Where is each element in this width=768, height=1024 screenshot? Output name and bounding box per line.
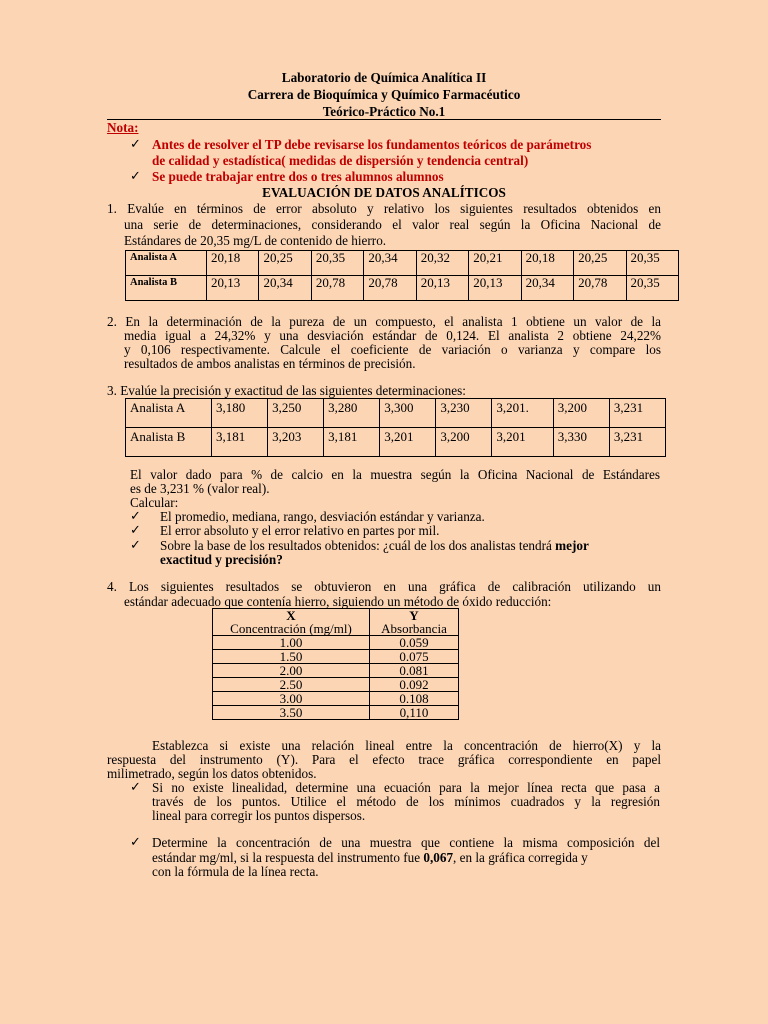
q4-para-line-2: respuesta del instrumento (Y). Para el efecto trace gráfica correspondiente en papel [107, 752, 661, 767]
col-x-symbol: X [286, 608, 296, 623]
check-icon: ✓ [130, 537, 141, 552]
table-cell: 1.00 [213, 636, 370, 650]
table-cell: 20,32 [416, 251, 468, 276]
check-icon: ✓ [130, 834, 141, 849]
table-cell: 20,35 [626, 276, 679, 301]
q2-line-2: media igual a 24,32% y una desviación estándar de 0,124. El analista 2 obtiene 24,22% [124, 328, 661, 343]
q1-line-1: 1. Evalúe en términos de error absoluto y relativo los siguientes resultados obtenidos en [107, 201, 661, 216]
table-cell: 3,330 [553, 428, 609, 457]
table-cell: 3,230 [436, 399, 492, 428]
table-cell: 0,110 [370, 706, 459, 720]
table-cell: 0.092 [370, 678, 459, 692]
q2-line-1: 2. En la determinación de la pureza de un compuesto, el analista 1 obtiene un valor de la [107, 314, 661, 329]
header-line-2: Carrera de Bioquímica y Químico Farmacéutico [247, 87, 521, 102]
table-cell: 3,200 [553, 399, 609, 428]
q3-para-line-2: es de 3,231 % (valor real). [130, 481, 270, 496]
q4-b2-value: 0,067 [423, 850, 454, 865]
q4-b2-text: estándar mg/ml, si la respuesta del instrumento fue [152, 850, 424, 865]
check-icon: ✓ [130, 168, 141, 183]
q1-line-2: una serie de determinaciones, considerando el valor real según la Oficina Nacional de [124, 217, 661, 232]
table-cell: 20,34 [521, 276, 573, 301]
table-header-row [213, 609, 459, 636]
table-cell: 20,34 [259, 276, 311, 301]
col-y-header [370, 609, 459, 636]
table-row [126, 251, 679, 276]
q3-bullet-1: El promedio, mediana, rango, desviación estándar y varianza. [160, 509, 485, 524]
table-cell: 0.075 [370, 650, 459, 664]
table-row [213, 692, 459, 706]
q3-bullet-3-line-2: exactitud y precisión? [160, 552, 283, 567]
row-label: Analista B [126, 428, 212, 457]
q4-line-1: 4. Los siguientes resultados se obtuvieron en una gráfica de calibración utilizando un [107, 579, 661, 594]
table-cell: 20,25 [259, 251, 311, 276]
table-cell: 3,231 [609, 428, 665, 457]
check-icon: ✓ [130, 779, 141, 794]
table-cell: 3,300 [380, 399, 436, 428]
calibration-table [212, 608, 459, 720]
q3-bullet-3-bold: mejor [555, 538, 589, 553]
header-line-3: Teórico-Práctico No.1 [322, 104, 446, 119]
col-x-label: Concentración (mg/ml) [230, 621, 352, 636]
table-cell: 3,181 [324, 428, 380, 457]
table-cell: 3,180 [212, 399, 268, 428]
table-cell: 0.081 [370, 664, 459, 678]
q1-line-3: Estándares de 20,35 mg/L de contenido de hierro. [124, 233, 387, 248]
table-cell: 20,78 [574, 276, 626, 301]
table-cell: 20,18 [521, 251, 573, 276]
q4-b1-line-2: través de los puntos. Utilice el método de los mínimos cuadrados y la regresión [152, 794, 660, 809]
q3-bullet-3-text: Sobre la base de los resultados obtenidos: ¿cuál de los dos analistas tendrá [160, 538, 556, 553]
table-cell: 20,35 [311, 251, 363, 276]
table-row [126, 276, 679, 301]
q4-b2-line-2 [152, 851, 588, 865]
nota-item-1-line-1: Antes de resolver el TP debe revisarse los fundamentos teóricos de parámetros [152, 137, 592, 152]
header-line-1: Laboratorio de Química Analítica II [281, 70, 487, 85]
table-cell: 3,201 [492, 428, 553, 457]
table-cell: 3,201 [380, 428, 436, 457]
row-label: Analista A [126, 251, 207, 276]
table-row [213, 664, 459, 678]
table-cell: 20,13 [469, 276, 521, 301]
q4-b2-line-3: con la fórmula de la línea recta. [152, 864, 319, 879]
nota-item-2: Se puede trabajar entre dos o tres alumnos alumnos [152, 169, 444, 184]
table-cell: 20,25 [574, 251, 626, 276]
check-icon: ✓ [130, 136, 141, 151]
table-cell: 3.50 [213, 706, 370, 720]
table-row [213, 650, 459, 664]
q4-para-line-3: milimetrado, según los datos obtenidos. [107, 766, 317, 781]
table-cell: 20,35 [626, 251, 679, 276]
q1-table [125, 250, 679, 301]
table-cell: 3,250 [268, 399, 324, 428]
table-cell: 3,280 [324, 399, 380, 428]
section-title: EVALUACIÓN DE DATOS ANALÍTICOS [262, 185, 506, 200]
table-cell: 2.50 [213, 678, 370, 692]
q3-table [125, 398, 666, 457]
table-row [213, 636, 459, 650]
table-cell: 3,181 [212, 428, 268, 457]
nota-label: Nota: [107, 120, 139, 135]
check-icon: ✓ [130, 522, 141, 537]
q3-calcular: Calcular: [130, 495, 179, 510]
table-cell: 0.059 [370, 636, 459, 650]
table-cell: 20,13 [416, 276, 468, 301]
col-y-label: Absorbancia [381, 621, 447, 636]
q4-b1-line-3: lineal para corregir los puntos dispersos. [152, 808, 366, 823]
header-rule [107, 119, 661, 120]
q4-b2-text-end: , en la gráfica corregida y [453, 850, 588, 865]
q3-intro: 3. Evalúe la precisión y exactitud de las siguientes determinaciones: [107, 383, 466, 398]
table-cell: 3.00 [213, 692, 370, 706]
q3-bullet-3 [160, 539, 589, 553]
q4-b2-line-1: Determine la concentración de una muestra que contiene la misma composición del [152, 835, 660, 850]
q4-line-2: estándar adecuado que contenía hierro, siguiendo un método de óxido reducción: [124, 594, 552, 609]
table-cell: 20,78 [364, 276, 416, 301]
row-label: Analista A [126, 399, 212, 428]
table-cell: 3,200 [436, 428, 492, 457]
check-icon: ✓ [130, 508, 141, 523]
table-cell: 0.108 [370, 692, 459, 706]
q3-bullet-2: El error absoluto y el error relativo en partes por mil. [160, 523, 440, 538]
q4-para-line-1: Establezca si existe una relación lineal entre la concentración de hierro(X) y la [152, 738, 661, 753]
table-row [126, 428, 666, 457]
table-cell: 20,34 [364, 251, 416, 276]
table-cell: 3,201. [492, 399, 553, 428]
table-row [213, 678, 459, 692]
table-cell: 20,18 [207, 251, 259, 276]
table-cell: 20,21 [469, 251, 521, 276]
table-cell: 3,231 [609, 399, 665, 428]
q2-line-3: y 0,106 respectivamente. Calcule el coeficiente de variación o varianza y compare los [124, 342, 661, 357]
q2-line-4: resultados de ambos analistas en términos de precisión. [124, 356, 416, 371]
col-x-header [213, 609, 370, 636]
table-cell: 3,203 [268, 428, 324, 457]
row-label: Analista B [126, 276, 207, 301]
table-cell: 20,78 [311, 276, 363, 301]
col-y-symbol: Y [409, 608, 419, 623]
nota-item-1-line-2: de calidad y estadística( medidas de dispersión y tendencia central) [152, 153, 529, 168]
table-row [213, 706, 459, 720]
table-row [126, 399, 666, 428]
table-cell: 2.00 [213, 664, 370, 678]
table-cell: 20,13 [207, 276, 259, 301]
q4-b1-line-1: Si no existe linealidad, determine una ecuación para la mejor línea recta que pasa a [152, 780, 660, 795]
q3-para-line-1: El valor dado para % de calcio en la muestra según la Oficina Nacional de Estándares [130, 467, 660, 482]
table-cell: 1.50 [213, 650, 370, 664]
